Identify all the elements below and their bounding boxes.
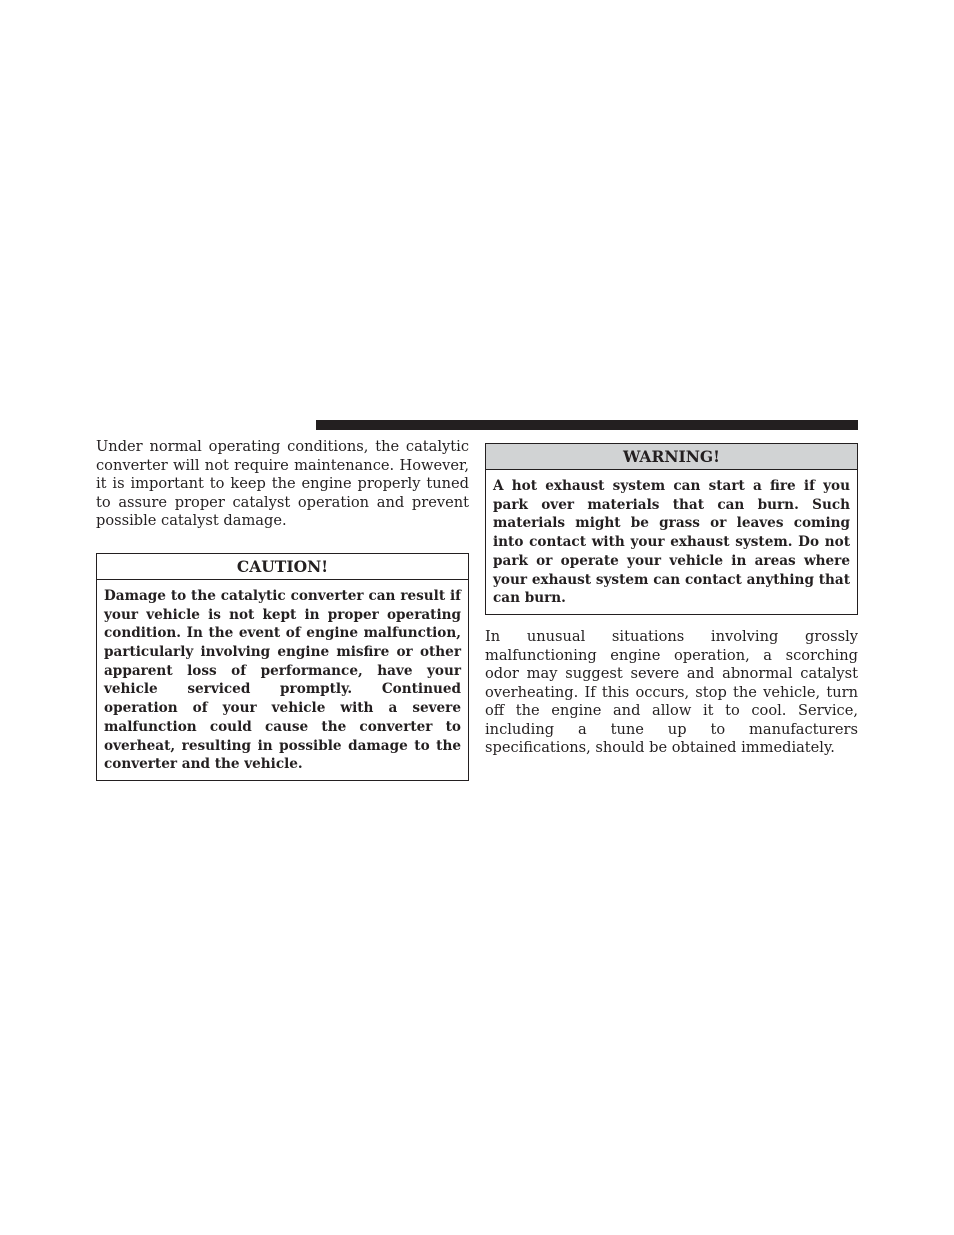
warning-title: WARNING! bbox=[486, 444, 857, 470]
caution-text: Damage to the catalytic converter can result if your vehicle is not kept in proper operating condition. In the event of engine malfunction, particularly involving engine misfire or other apparent loss of performance, have your vehicle serviced promptly. Continued operation of your vehicle with a severe malfunction could cause the converter to overheat, resulting in possible damage to the converter and the vehicle. bbox=[104, 587, 461, 773]
warning-box bbox=[485, 443, 858, 615]
caution-box bbox=[96, 553, 469, 781]
section-header-bar bbox=[316, 420, 858, 430]
caution-title: CAUTION! bbox=[97, 554, 468, 580]
right-column bbox=[485, 443, 858, 758]
intro-paragraph: Under normal operating conditions, the catalytic converter will not require maintenance. However, it is important to keep the engine properly tuned to assure proper catalyst operation and prevent possible catalyst damage. bbox=[96, 438, 469, 530]
overheating-paragraph: In unusual situations involving grossly malfunctioning engine operation, a scorching odor may suggest severe and abnormal catalyst overheating. If this occurs, stop the vehicle, turn off the engine and allow it to cool. Service, including a tune up to manufacturers specifications, should be obtained immediately. bbox=[485, 627, 858, 757]
left-column bbox=[96, 438, 469, 781]
warning-text: A hot exhaust system can start a fire if you park over materials that can burn. Such materials might be grass or leaves coming into contact with your exhaust system. Do not park or operate your vehicle in areas where your exhaust system can contact anything that can burn. bbox=[493, 478, 850, 607]
